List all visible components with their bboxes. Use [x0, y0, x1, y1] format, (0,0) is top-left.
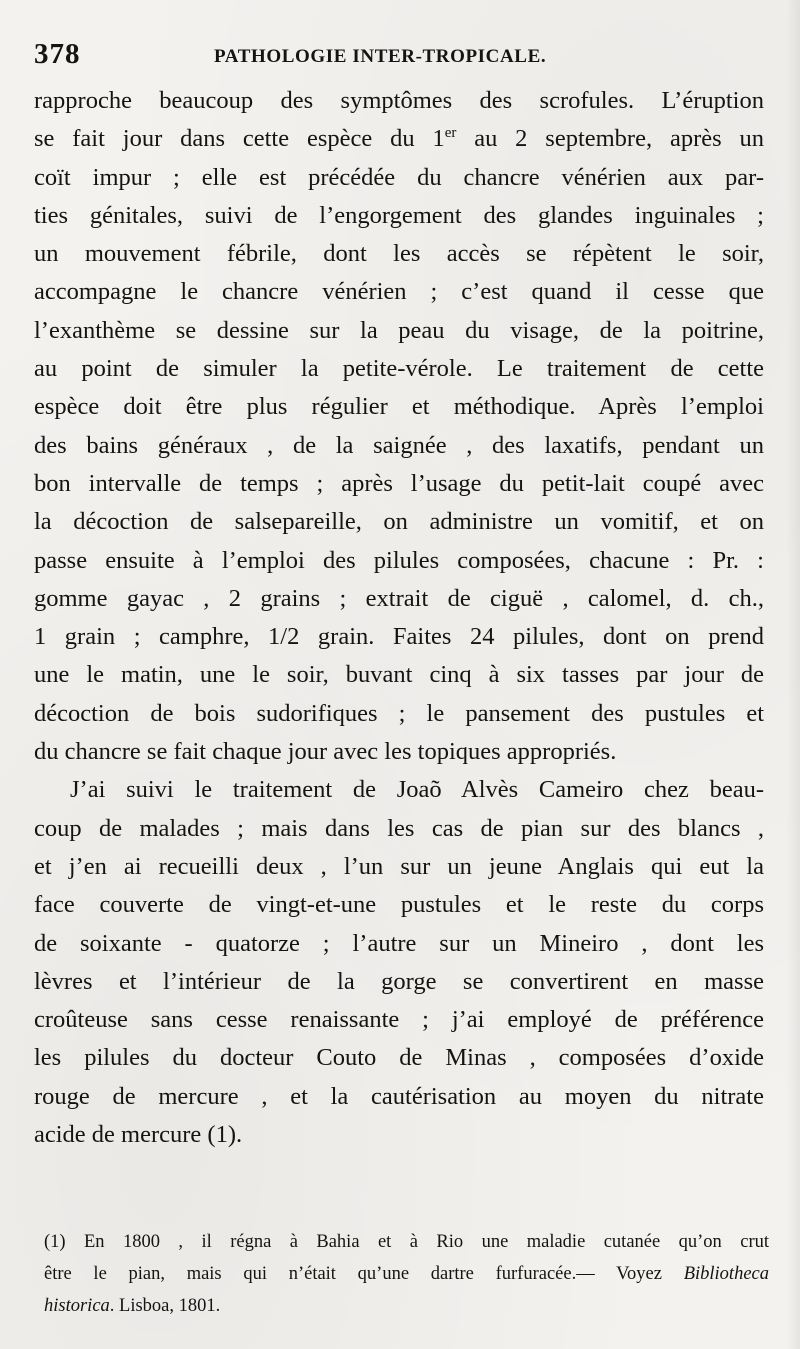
footnote-text: . Lisboa, 1801.: [109, 1296, 221, 1316]
text-line: coït impur ; elle est précédée du chancre vénérien aux par-: [34, 163, 764, 191]
text-line: lèvres et l’intérieur de la gorge se convertirent en masse: [34, 967, 764, 995]
footnote-line: [44, 1290, 769, 1322]
text-line: au point de simuler la petite-vérole. Le traitement de cette: [34, 355, 764, 383]
text-line: un mouvement fébrile, dont les accès se répètent le soir,: [34, 240, 764, 268]
footnote-text: être le pian, mais qui n’était qu’une dartre furfuracée.— Voyez: [44, 1264, 684, 1284]
footnote-title-italic: historica: [44, 1296, 110, 1316]
text-line: croûteuse sans cesse renaissante ; j’ai employé de préférence: [34, 1006, 764, 1034]
footnote-line: (1) En 1800 , il régna à Bahia et à Rio une maladie cutanée qu’on crut: [44, 1232, 769, 1252]
text-line: bon intervalle de temps ; après l’usage du petit-lait coupé avec: [34, 469, 764, 497]
text-line: passe ensuite à l’emploi des pilules composées, chacune : Pr. :: [34, 546, 764, 574]
text-line: espèce doit être plus régulier et méthodique. Après l’emploi: [34, 393, 764, 421]
text-line: coup de malades ; mais dans les cas de pian sur des blancs ,: [34, 814, 764, 842]
text-line: décoction de bois sudorifiques ; le pansement des pustules et: [34, 699, 764, 727]
running-head: PATHOLOGIE INTER-TROPICALE.: [214, 46, 547, 67]
footnote-title-italic: Bibliotheca: [683, 1264, 769, 1284]
text-line: acide de mercure (1).: [34, 1121, 243, 1149]
text-line: la décoction de salsepareille, on administre un vomitif, et on: [34, 508, 764, 536]
text-line: une le matin, une le soir, buvant cinq à six tasses par jour de: [34, 661, 764, 689]
text-line: J’ai suivi le traitement de Joaõ Alvès Cameiro chez beau-: [70, 776, 764, 804]
superscript: er: [444, 125, 457, 142]
text-line: du chancre se fait chaque jour avec les topiques appropriés.: [34, 738, 617, 766]
text-line: face couverte de vingt-et-une pustules et le reste du corps: [34, 891, 764, 919]
text-line: de soixante - quatorze ; l’autre sur un Mineiro , dont les: [34, 929, 764, 957]
body-text: [34, 82, 764, 1154]
text-line: et j’en ai recueilli deux , l’un sur un jeune Anglais qui eut la: [34, 852, 764, 880]
text-line: se fait jour dans cette espèce du 1er au 2 septembre, après un: [34, 125, 764, 153]
footnote-line: [44, 1258, 769, 1290]
text-line: des bains généraux , de la saignée , des laxatifs, pendant un: [34, 431, 764, 459]
text-line: ties génitales, suivi de l’engorgement des glandes inguinales ;: [34, 201, 764, 229]
text-line: les pilules du docteur Couto de Minas , composées d’oxide: [34, 1044, 764, 1072]
text-line: 1 grain ; camphre, 1/2 grain. Faites 24 pilules, dont on prend: [34, 623, 764, 651]
page-edge-shadow: [786, 0, 800, 1349]
text-line: accompagne le chancre vénérien ; c’est quand il cesse que: [34, 278, 764, 306]
page-number: 378: [34, 38, 81, 70]
text-line: rapproche beaucoup des symptômes des scrofules. L’éruption: [34, 87, 764, 114]
page-header: [34, 38, 764, 78]
text-line: rouge de mercure , et la cautérisation au moyen du nitrate: [34, 1082, 764, 1110]
text-line: l’exanthème se dessine sur la peau du visage, de la poitrine,: [34, 316, 764, 344]
footnote: [44, 1226, 769, 1322]
text-line: gomme gayac , 2 grains ; extrait de ciguë , calomel, d. ch.,: [34, 584, 764, 612]
